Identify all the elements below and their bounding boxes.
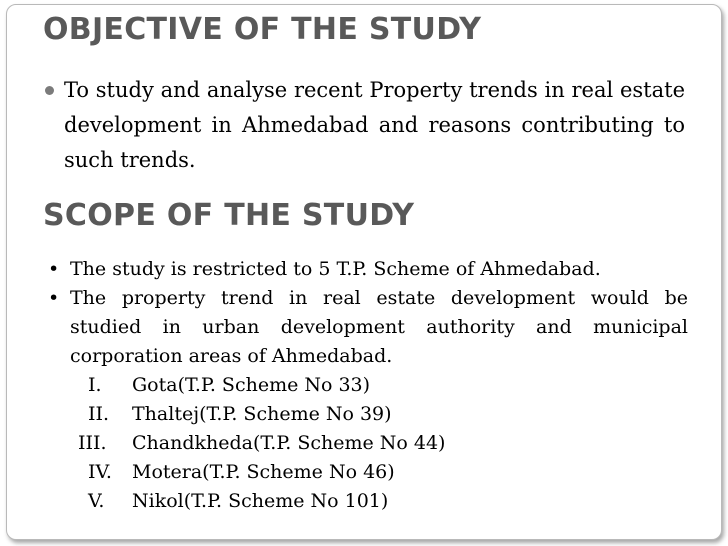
scheme-name: Nikol(T.P. Scheme No 101) (132, 490, 389, 512)
scheme-item (78, 429, 445, 458)
scope-item-text: The study is restricted to 5 T.P. Scheme of Ahmedabad. (70, 258, 601, 280)
scheme-number: I. (88, 374, 102, 396)
list-item (48, 284, 688, 371)
scheme-item (78, 487, 445, 516)
scope-heading: SCOPE OF THE STUDY (43, 198, 415, 233)
scheme-number: IV. (88, 461, 112, 483)
scheme-number: V. (88, 490, 105, 512)
scheme-name: Gota(T.P. Scheme No 33) (132, 374, 371, 396)
scheme-item (78, 458, 445, 487)
list-item (48, 255, 688, 284)
bullet-icon: • (48, 287, 60, 309)
objective-heading: OBJECTIVE OF THE STUDY (43, 12, 482, 47)
bullet-dot-icon (45, 86, 54, 95)
scheme-name: Motera(T.P. Scheme No 46) (132, 461, 395, 483)
bullet-icon: • (48, 258, 60, 280)
list-item (45, 73, 685, 178)
scheme-item (78, 371, 445, 400)
scheme-name: Thaltej(T.P. Scheme No 39) (132, 403, 392, 425)
scheme-number: III. (78, 432, 107, 454)
scope-item-text: The property trend in real estate development would be studied in urban development authority and municipal corporation areas of Ahmedabad. (70, 287, 688, 367)
objective-section (45, 73, 685, 178)
objective-text: To study and analyse recent Property trends in real estate development in Ahmedabad and reasons contributing to such trends. (64, 78, 685, 172)
scope-list (48, 255, 688, 371)
scheme-list (78, 371, 445, 516)
scheme-name: Chandkheda(T.P. Scheme No 44) (132, 432, 446, 454)
scheme-number: II. (88, 403, 110, 425)
scheme-item (78, 400, 445, 429)
